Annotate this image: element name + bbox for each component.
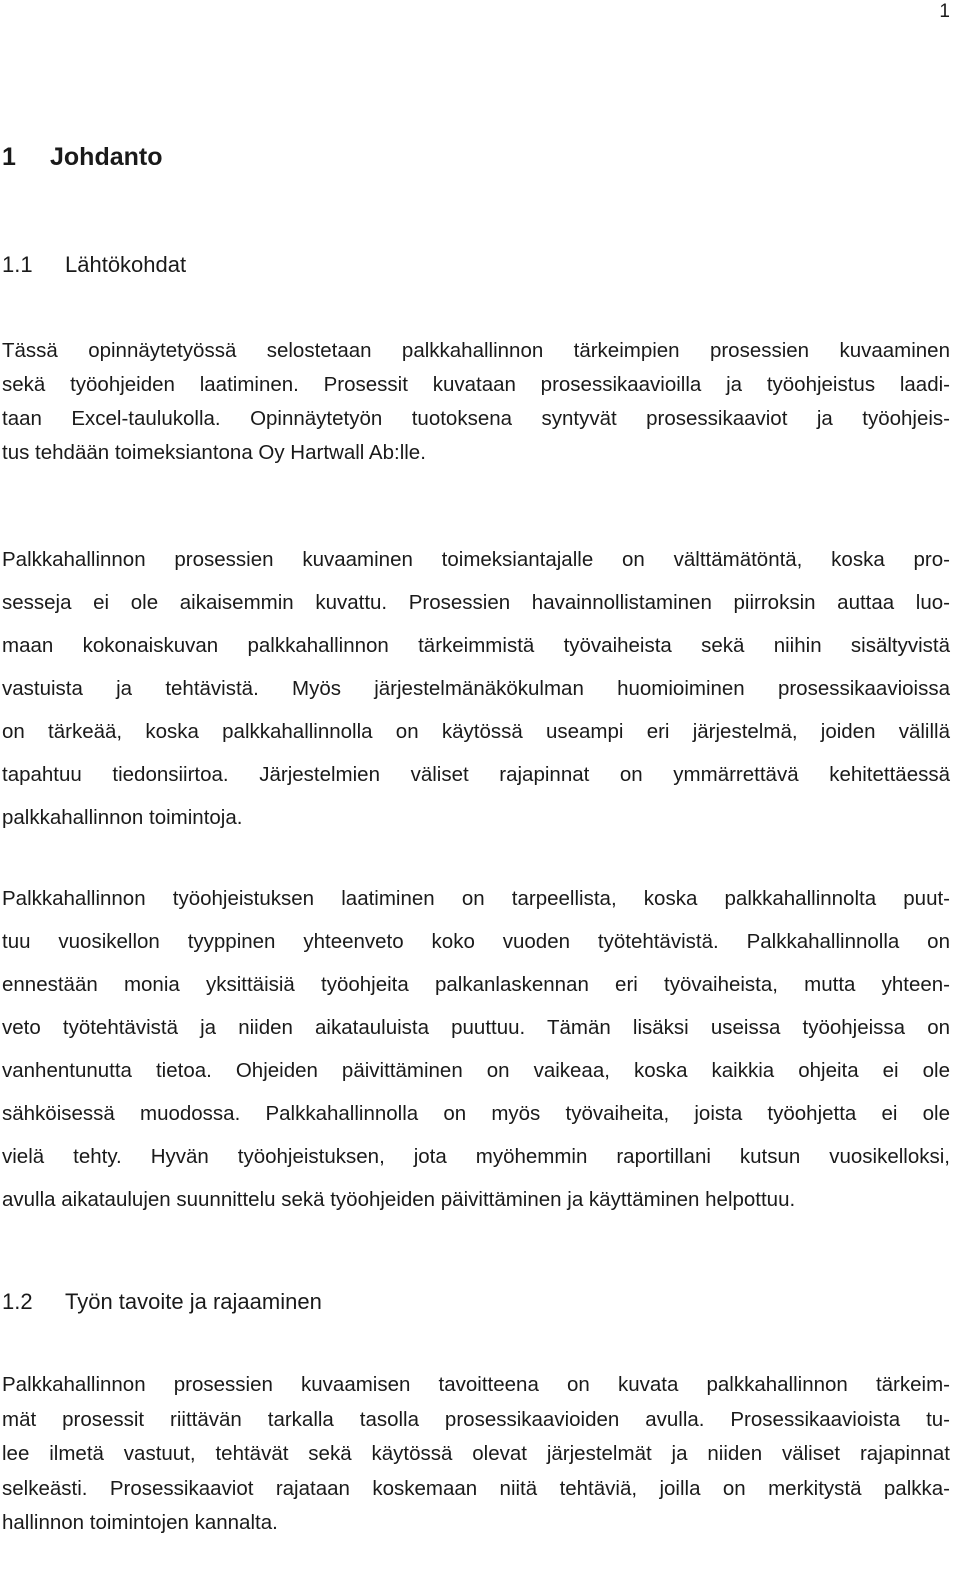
section-number: 1.1 <box>2 252 33 277</box>
paragraph-line: sekä työohjeiden laatiminen. Prosessit kuvataan prosessikaavioilla ja työohjeistus laadi- <box>2 373 950 396</box>
section-heading-1-2 <box>2 1288 322 1316</box>
paragraph-line: selkeästi. Prosessikaaviot rajataan koskemaan niitä tehtäviä, joilla on merkitystä palkka- <box>2 1476 950 1500</box>
paragraph-line: veto työtehtävistä ja niiden aikatauluista puuttuu. Tämän lisäksi useissa työohjeissa on <box>2 1016 950 1039</box>
paragraph-line: tapahtuu tiedonsiirtoa. Järjestelmien väliset rajapinnat on ymmärrettävä kehitettäessä <box>2 763 950 786</box>
paragraph-line: on tärkeää, koska palkkahallinnolla on käytössä useampi eri järjestelmä, joiden välillä <box>2 720 950 743</box>
paragraph-line: mät prosessit riittävän tarkalla tasolla prosessikaavioiden avulla. Prosessikaavioista tu- <box>2 1407 950 1431</box>
paragraph-line: Palkkahallinnon työohjeistuksen laatiminen on tarpeellista, koska palkkahallinnolta puut- <box>2 887 950 910</box>
paragraph-line: Palkkahallinnon prosessien kuvaamisen tavoitteena on kuvata palkkahallinnon tärkeim- <box>2 1373 950 1396</box>
paragraph-line: hallinnon toimintojen kannalta. <box>2 1511 278 1534</box>
paragraph-line: Tässä opinnäytetyössä selostetaan palkkahallinnon tärkeimpien prosessien kuvaaminen <box>2 339 950 362</box>
paragraph-line: taan Excel-taulukolla. Opinnäytetyön tuotoksena syntyvät prosessikaaviot ja työohjeis- <box>2 407 950 430</box>
paragraph-line: Palkkahallinnon prosessien kuvaaminen toimeksiantajalle on välttämätöntä, koska pro- <box>2 548 950 571</box>
paragraph-line: tus tehdään toimeksiantona Oy Hartwall Ab:lle. <box>2 441 426 464</box>
section-number: 1.2 <box>2 1289 33 1314</box>
paragraph-line: sähköisessä muodossa. Palkkahallinnolla on myös työvaiheita, joista työohjetta ei ole <box>2 1102 950 1125</box>
paragraph-line: vastuista ja tehtävistä. Myös järjestelmänäkökulman huomioiminen prosessikaavioissa <box>2 677 950 700</box>
chapter-heading <box>2 142 163 172</box>
paragraph-line: palkkahallinnon toimintoja. <box>2 806 243 829</box>
paragraph-goals <box>2 1368 950 1541</box>
section-heading-1-1 <box>2 251 186 279</box>
chapter-title: Johdanto <box>50 143 163 171</box>
paragraph-line: sesseja ei ole aikaisemmin kuvattu. Prosessien havainnollistaminen piirroksin auttaa luo- <box>2 591 950 614</box>
chapter-number: 1 <box>2 143 16 171</box>
section-title: Lähtökohdat <box>65 252 187 277</box>
page-number: 1 <box>939 1 950 22</box>
paragraph-line: maan kokonaiskuvan palkkahallinnon tärkeimmistä työvaiheista sekä niihin sisältyvistä <box>2 634 950 657</box>
paragraph-work-instructions <box>2 877 950 1221</box>
paragraph-line: ennestään monia yksittäisiä työohjeita palkanlaskennan eri työvaiheista, mutta yhteen- <box>2 973 950 996</box>
paragraph-line: tuu vuosikellon tyyppinen yhteenveto koko vuoden työtehtävistä. Palkkahallinnolla on <box>2 930 950 953</box>
paragraph-line: vielä tehty. Hyvän työohjeistuksen, jota myöhemmin raportillani kutsun vuosikelloksi, <box>2 1145 950 1168</box>
paragraph-intro <box>2 334 950 470</box>
paragraph-line: vanhentunutta tietoa. Ohjeiden päivittäminen on vaikeaa, koska kaikkia ohjeita ei ole <box>2 1059 950 1082</box>
section-title: Työn tavoite ja rajaaminen <box>65 1289 322 1314</box>
paragraph-line: avulla aikataulujen suunnittelu sekä työohjeiden päivittäminen ja käyttäminen helpottuu. <box>2 1188 796 1211</box>
paragraph-line: lee ilmetä vastuut, tehtävät sekä käytössä olevat järjestelmät ja niiden väliset rajapinnat <box>2 1442 950 1465</box>
paragraph-process-description <box>2 538 950 839</box>
